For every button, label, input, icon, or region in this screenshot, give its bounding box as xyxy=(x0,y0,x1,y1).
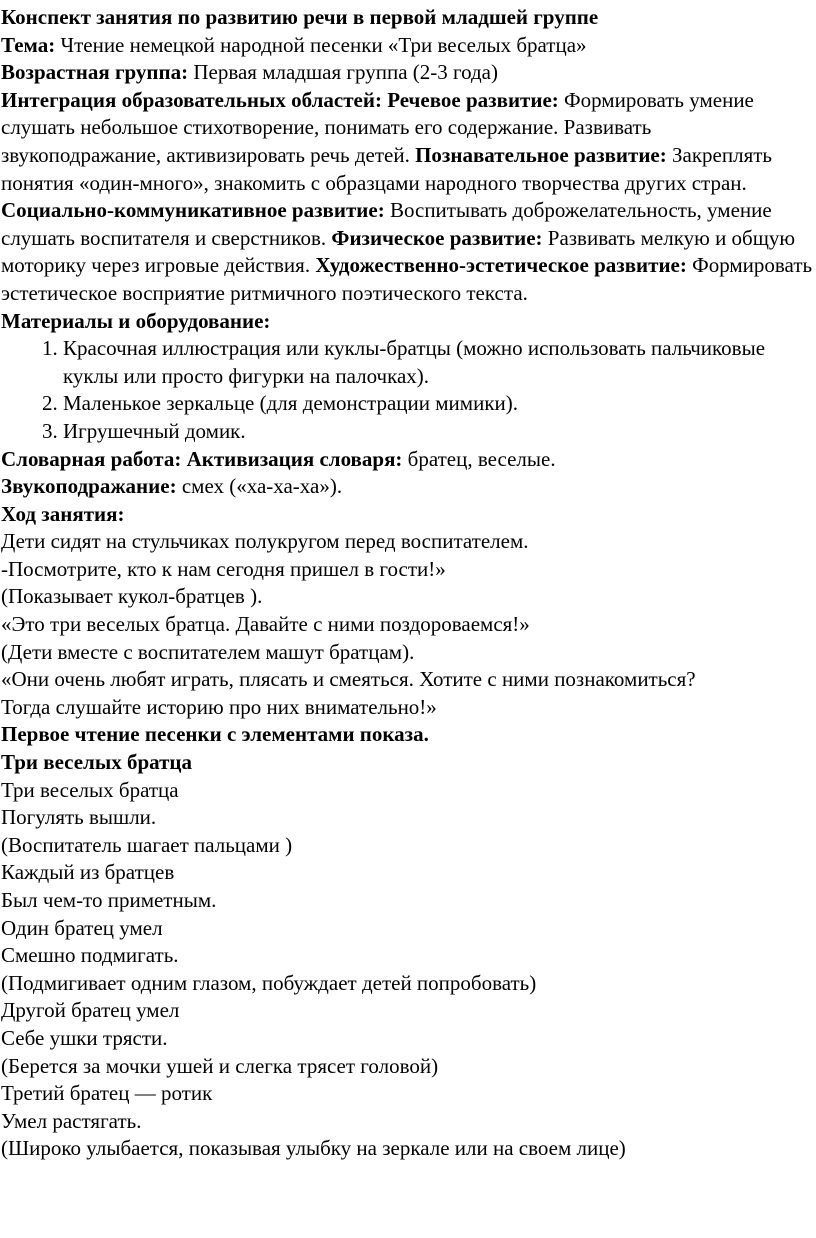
materials-item: 3. Игрушечный домик. xyxy=(63,418,813,446)
integration-paragraph: Интеграция образовательных областей: Речевое развитие: Формировать умение слушать небольшое стихотворение, понимать его содержание. Развивать звукоподражание, активизировать речь детей. Познавательное развитие: Закреплять понятия «один-много», знакомить с образцами народного творчества других стран. Социально-коммуникативное развитие: Воспитывать доброжелательность, умение слушать воспитателя и сверстников. Физическое развитие: Развивать мелкую и общую моторику через игровые действия. Художественно-эстетическое развитие: Формировать эстетическое восприятие ритмичного поэтического текста. xyxy=(1,87,813,305)
materials-item: 2. Маленькое зеркальце (для демонстрации мимики). xyxy=(63,390,813,418)
poem-line: Умел растягать. xyxy=(1,1108,142,1133)
poem-line: Погулять вышли. xyxy=(1,805,157,830)
theme-line: Тема: Чтение немецкой народной песенки «Три веселых братца» xyxy=(1,32,587,57)
poem-line: (Подмигивает одним глазом, побуждает детей попробовать) xyxy=(1,970,537,995)
poem-line: Другой братец умел xyxy=(1,998,180,1023)
poem-line: Один братец умел xyxy=(1,915,163,940)
document-title: Конспект занятия по развитию речи в первой младшей группе xyxy=(1,5,599,29)
lesson-line: Дети сидят на стульчиках полукругом перед воспитателем. xyxy=(1,529,529,554)
poem-line: Каждый из братцев xyxy=(1,860,175,885)
age-group-line: Возрастная группа: Первая младшая группа (2-3 года) xyxy=(1,60,498,85)
poem-body xyxy=(1,777,813,1163)
materials-heading: Материалы и оборудование: xyxy=(1,308,271,333)
poem-line: (Воспитатель шагает пальцами ) xyxy=(1,832,293,857)
lesson-line: «Они очень любят играть, плясать и смеяться. Хотите с ними познакомиться? xyxy=(1,667,696,692)
lesson-line: (Дети вместе с воспитателем машут братцам). xyxy=(1,639,415,664)
poem-title: Три веселых братца xyxy=(1,750,193,775)
lesson-line: Тогда слушайте историю про них внимательно!» xyxy=(1,694,437,719)
onomatopoeia-line: Звукоподражание: смех («ха-ха-ха»). xyxy=(1,474,343,499)
vocab-line: Словарная работа: Активизация словаря: братец, веселые. xyxy=(1,446,556,471)
poem-line: Смешно подмигать. xyxy=(1,943,179,968)
poem-line: Себе ушки трясти. xyxy=(1,1025,168,1050)
lesson-line: «Это три веселых братца. Давайте с ними поздороваемся!» xyxy=(1,612,530,637)
poem-line: (Берется за мочки ушей и слегка трясет головой) xyxy=(1,1053,439,1078)
poem-line: (Широко улыбается, показывая улыбку на зеркале или на своем лице) xyxy=(1,1136,626,1161)
poem-line: Три веселых братца xyxy=(1,777,179,802)
first-reading-heading: Первое чтение песенки с элементами показа. xyxy=(1,722,429,747)
lesson-line: (Показывает кукол-братцев ). xyxy=(1,584,263,609)
materials-list xyxy=(1,335,813,445)
lesson-heading: Ход занятия: xyxy=(1,501,125,526)
poem-line: Был чем-то приметным. xyxy=(1,888,217,912)
lesson-line: -Посмотрите, кто к нам сегодня пришел в гости!» xyxy=(1,556,446,581)
poem-line: Третий братец — ротик xyxy=(1,1081,213,1106)
materials-item: 1. Красочная иллюстрация или куклы-братцы (можно использовать пальчиковые куклы или просто фигурки на палочках). xyxy=(63,335,813,390)
